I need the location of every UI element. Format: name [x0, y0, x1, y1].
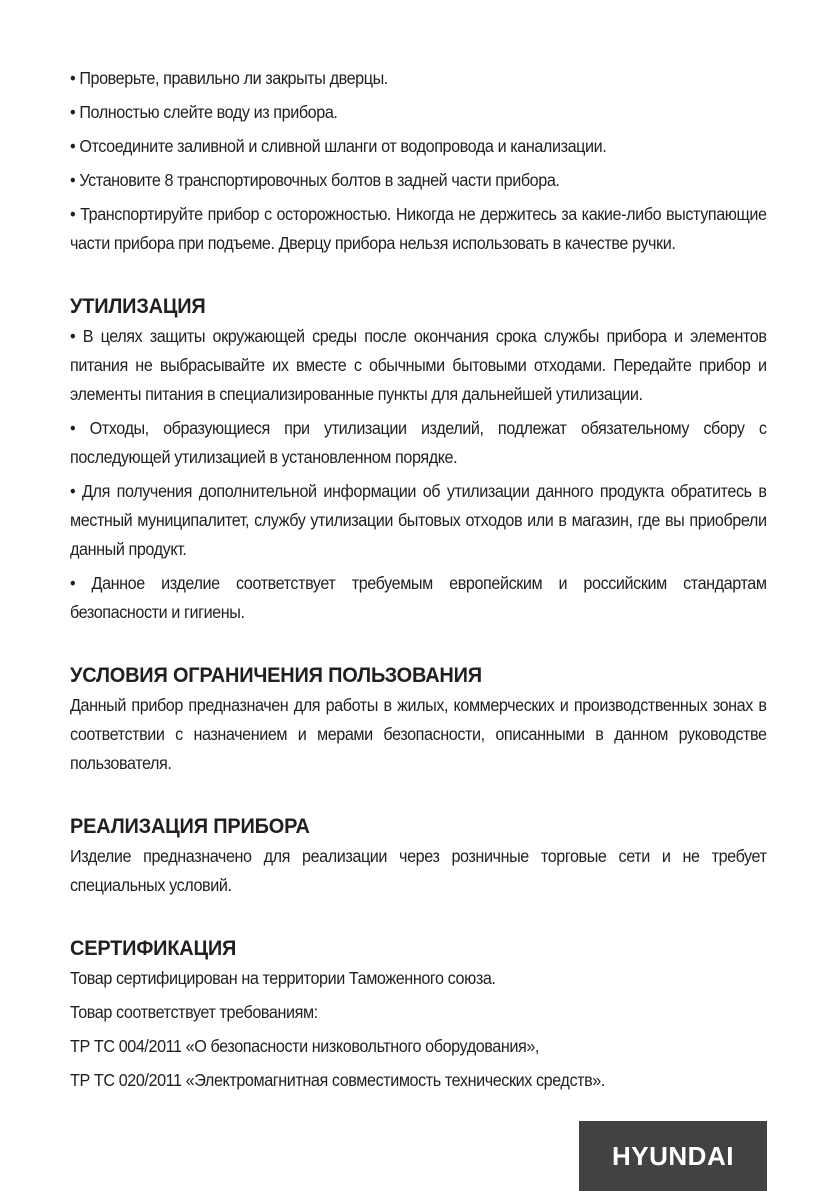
disposal-item: • Отходы, образующиеся при утилизации изделий, подлежат обязательному сбору с последующей утилизацией в установленном порядке. — [70, 418, 767, 467]
certification-line: Товар соответствует требованиям: — [70, 1002, 318, 1022]
disposal-section — [70, 292, 767, 627]
sales-section — [70, 812, 767, 900]
transport-item: • Транспортируйте прибор с осторожностью. Никогда не держитесь за какие-либо выступающие части прибора при подъеме. Дверцу прибора нельзя использовать в качестве ручки. — [70, 204, 767, 253]
transport-item: • Проверьте, правильно ли закрыты дверцы. — [70, 68, 388, 88]
transport-item: • Полностью слейте воду из прибора. — [70, 102, 338, 122]
certification-line: Товар сертифицирован на территории Таможенного союза. — [70, 968, 496, 988]
certification-section — [70, 934, 767, 1095]
hyundai-logo — [579, 1121, 767, 1191]
section-heading: РЕАЛИЗАЦИЯ ПРИБОРА — [70, 815, 310, 838]
transport-section — [70, 64, 767, 258]
sales-text: Изделие предназначено для реализации через розничные торговые сети и не требует специальных условий. — [70, 846, 767, 895]
disposal-item: • Данное изделие соответствует требуемым европейским и российским стандартам безопасности и гигиены. — [70, 573, 767, 622]
document-page — [70, 64, 767, 1095]
disposal-item: • Для получения дополнительной информации об утилизации данного продукта обратитесь в местный муниципалитет, службу утилизации бытовых отходов или в магазин, где вы приобрели данный продукт. — [70, 481, 767, 559]
section-heading: СЕРТИФИКАЦИЯ — [70, 937, 237, 960]
transport-item: • Установите 8 транспортировочных болтов в задней части прибора. — [70, 170, 560, 190]
usage-limits-text: Данный прибор предназначен для работы в жилых, коммерческих и производственных зонах в соответствии с назначением и мерами безопасности, описанными в данном руководстве пользователя. — [70, 695, 767, 773]
disposal-item: • В целях защиты окружающей среды после окончания срока службы прибора и элементов питания не выбрасывайте их вместе с обычными бытовыми отходами. Передайте прибор и элементы питания в специализированные пункты для дальнейшей утилизации. — [70, 326, 767, 404]
logo-text: HYUNDAI — [612, 1140, 734, 1171]
certification-line: ТР ТС 004/2011 «О безопасности низковольтного оборудования», — [70, 1036, 539, 1056]
certification-line: ТР ТС 020/2011 «Электромагнитная совместимость технических средств». — [70, 1070, 605, 1090]
transport-item: • Отсоедините заливной и сливной шланги от водопровода и канализации. — [70, 136, 607, 156]
section-heading: УТИЛИЗАЦИЯ — [70, 295, 206, 318]
section-heading: УСЛОВИЯ ОГРАНИЧЕНИЯ ПОЛЬЗОВАНИЯ — [70, 664, 482, 687]
usage-limits-section — [70, 661, 767, 778]
